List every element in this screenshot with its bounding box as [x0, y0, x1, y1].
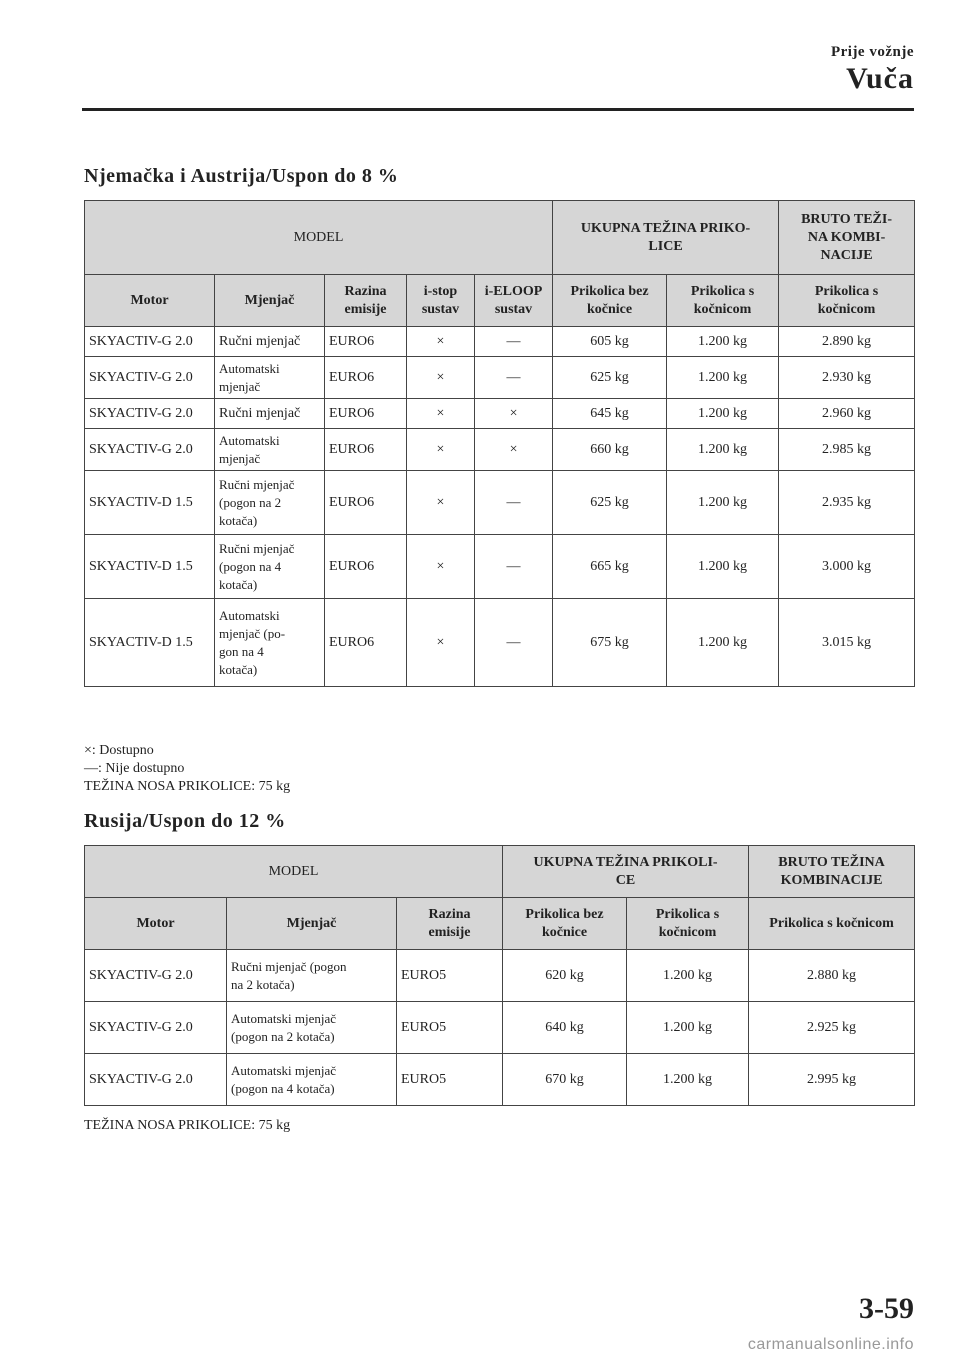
table-cell: 675 kg [553, 599, 667, 687]
col-s-kocnicom: Prikolica s kočnicom [667, 275, 779, 327]
table-cell: 2.890 kg [779, 327, 915, 357]
table-cell: — [475, 599, 553, 687]
col-ieloop: i-ELOOP sustav [475, 275, 553, 327]
note-not-available: —: Nije dostupno [84, 761, 185, 776]
table-cell: 1.200 kg [667, 599, 779, 687]
table-cell: × [407, 535, 475, 599]
col-bez-kocnice-2: Prikolica bez kočnice [503, 898, 627, 950]
group-header-gross-weight-2: BRUTO TEŽINA KOMBINACIJE [749, 846, 915, 898]
table-cell: × [475, 429, 553, 471]
col-motor-2: Motor [85, 898, 227, 950]
table-cell: Ručni mjenjač [215, 327, 325, 357]
table-cell: Automatski mjenjač [215, 429, 325, 471]
section2-title: Rusija/Uspon do 12 % [84, 810, 286, 832]
group-header-gross-weight: BRUTO TEŽI- NA KOMBI- NACIJE [779, 201, 915, 275]
section-label: Prije vožnje [830, 44, 914, 60]
table-cell: 1.200 kg [627, 1002, 749, 1054]
table-cell: Ručni mjenjač (pogon na 2 kotača) [227, 950, 397, 1002]
col-bruto: Prikolica s kočnicom [779, 275, 915, 327]
table-cell: Ručni mjenjač [215, 399, 325, 429]
table-cell: × [407, 399, 475, 429]
col-mjenjac-2: Mjenjač [227, 898, 397, 950]
table-row [85, 429, 915, 471]
table-cell: EURO6 [325, 535, 407, 599]
table-cell: — [475, 327, 553, 357]
table-cell: 625 kg [553, 357, 667, 399]
table-cell: — [475, 535, 553, 599]
table-cell: 670 kg [503, 1054, 627, 1106]
note-tongue-weight-2: TEŽINA NOSA PRIKOLICE: 75 kg [84, 1118, 291, 1133]
table-cell: 1.200 kg [667, 429, 779, 471]
table-cell: 2.930 kg [779, 357, 915, 399]
table-row [85, 327, 915, 357]
table-cell: 2.960 kg [779, 399, 915, 429]
table-cell: × [407, 599, 475, 687]
table-cell: SKYACTIV-D 1.5 [85, 535, 215, 599]
table-cell: 3.000 kg [779, 535, 915, 599]
table-cell: Automatski mjenjač [215, 357, 325, 399]
col-emisija: Razina emisije [325, 275, 407, 327]
table-cell: Automatski mjenjač (pogon na 2 kotača) [227, 1002, 397, 1054]
col-bez-kocnice: Prikolica bez kočnice [553, 275, 667, 327]
table-cell: — [475, 471, 553, 535]
table-cell: Ručni mjenjač (pogon na 2 kotača) [215, 471, 325, 535]
legend-notes [84, 742, 290, 796]
col-bruto-2: Prikolica s kočnicom [749, 898, 915, 950]
table-cell: 1.200 kg [667, 471, 779, 535]
table-cell: 2.995 kg [749, 1054, 915, 1106]
col-motor: Motor [85, 275, 215, 327]
note-tongue-weight: TEŽINA NOSA PRIKOLICE: 75 kg [84, 779, 291, 794]
table-row [85, 471, 915, 535]
table-cell: 640 kg [503, 1002, 627, 1054]
table-cell: 660 kg [553, 429, 667, 471]
table-cell: SKYACTIV-G 2.0 [85, 429, 215, 471]
col-emisija-2: Razina emisije [397, 898, 503, 950]
table-cell: 2.925 kg [749, 1002, 915, 1054]
germany-austria-table [84, 200, 915, 687]
table-cell: 1.200 kg [627, 950, 749, 1002]
table-cell: × [407, 357, 475, 399]
table-row [85, 599, 915, 687]
table-cell: EURO6 [325, 399, 407, 429]
table-cell: 1.200 kg [667, 357, 779, 399]
column-header-row-2 [85, 898, 915, 950]
table-cell: SKYACTIV-D 1.5 [85, 471, 215, 535]
table-cell: 2.935 kg [779, 471, 915, 535]
table-cell: SKYACTIV-G 2.0 [85, 1054, 227, 1106]
table-row [85, 535, 915, 599]
table-cell: — [475, 357, 553, 399]
table-cell: Ručni mjenjač (pogon na 4 kotača) [215, 535, 325, 599]
table-cell: 665 kg [553, 535, 667, 599]
col-mjenjac: Mjenjač [215, 275, 325, 327]
table-cell: SKYACTIV-G 2.0 [85, 357, 215, 399]
group-header-model: MODEL [85, 201, 553, 275]
watermark: carmanualsonline.info [747, 1336, 914, 1353]
column-header-row [85, 275, 915, 327]
table-cell: × [407, 429, 475, 471]
table-cell: SKYACTIV-G 2.0 [85, 1002, 227, 1054]
table-cell: 625 kg [553, 471, 667, 535]
table-cell: × [407, 327, 475, 357]
table-cell: SKYACTIV-G 2.0 [85, 327, 215, 357]
table-cell: 2.985 kg [779, 429, 915, 471]
table-cell: EURO5 [397, 1002, 503, 1054]
col-s-kocnicom-2: Prikolica s kočnicom [627, 898, 749, 950]
table-cell: SKYACTIV-G 2.0 [85, 950, 227, 1002]
table-cell: EURO5 [397, 1054, 503, 1106]
table-cell: EURO6 [325, 327, 407, 357]
chapter-title: Vuča [846, 62, 914, 95]
table-cell: Automatski mjenjač (pogon na 4 kotača) [227, 1054, 397, 1106]
table-cell: 3.015 kg [779, 599, 915, 687]
table-cell: 2.880 kg [749, 950, 915, 1002]
table-cell: EURO5 [397, 950, 503, 1002]
table-cell: EURO6 [325, 471, 407, 535]
table-cell: 1.200 kg [667, 535, 779, 599]
table-cell: 605 kg [553, 327, 667, 357]
table-row [85, 399, 915, 429]
table-cell: SKYACTIV-D 1.5 [85, 599, 215, 687]
note-available: ×: Dostupno [84, 743, 154, 758]
page-number: 3-59 [859, 1292, 914, 1325]
group-header-model-2: MODEL [85, 846, 503, 898]
table-cell: 1.200 kg [667, 327, 779, 357]
table-row [85, 950, 915, 1002]
table-cell: 1.200 kg [627, 1054, 749, 1106]
table-cell: SKYACTIV-G 2.0 [85, 399, 215, 429]
group-header-trailer-weight-2: UKUPNA TEŽINA PRIKOLI- CE [503, 846, 749, 898]
table-cell: × [407, 471, 475, 535]
section1-title: Njemačka i Austrija/Uspon do 8 % [84, 165, 399, 187]
table-cell: EURO6 [325, 429, 407, 471]
russia-table [84, 845, 915, 1106]
table-cell: EURO6 [325, 599, 407, 687]
table-cell: EURO6 [325, 357, 407, 399]
group-header-trailer-weight: UKUPNA TEŽINA PRIKO- LICE [553, 201, 779, 275]
table-row [85, 357, 915, 399]
table-cell: 645 kg [553, 399, 667, 429]
table-cell: Automatski mjenjač (po- gon na 4 kotača) [215, 599, 325, 687]
table-cell: 1.200 kg [667, 399, 779, 429]
header-rule [82, 108, 914, 111]
table-row [85, 1054, 915, 1106]
col-istop: i-stop sustav [407, 275, 475, 327]
table-cell: 620 kg [503, 950, 627, 1002]
table-cell: × [475, 399, 553, 429]
table-row [85, 1002, 915, 1054]
